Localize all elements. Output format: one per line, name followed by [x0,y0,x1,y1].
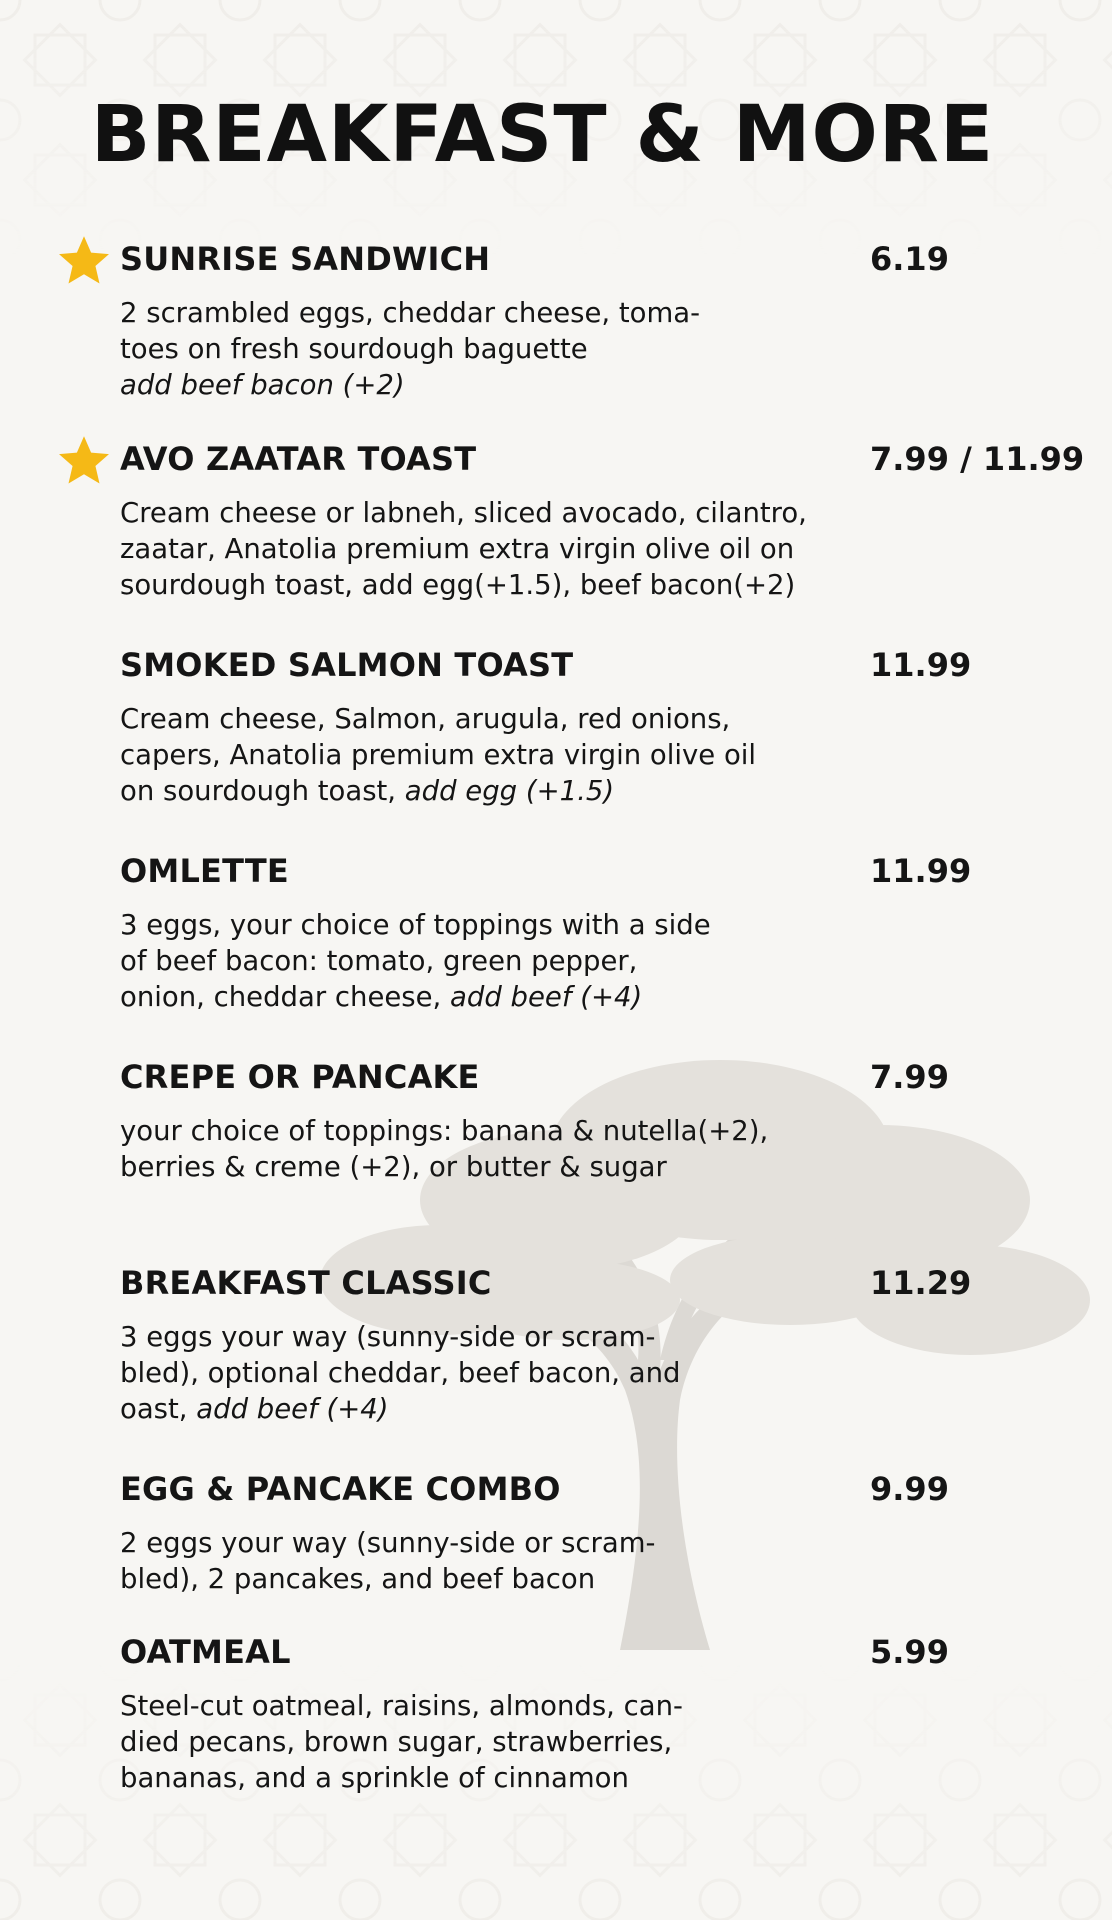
description-text: bananas, and a sprinkle of cinnamon [120,1762,629,1794]
description-text: Steel-cut oatmeal, raisins, almonds, can- [120,1690,683,1722]
description-line [120,331,880,367]
description-line [120,1760,880,1796]
description-line [120,367,880,403]
description-text: sourdough toast, add egg(+1.5), beef bacon(+2) [120,569,796,601]
item-name: CREPE OR PANCAKE [120,1058,480,1096]
item-name: OMLETTE [120,852,289,890]
description-text: 3 eggs your way (sunny-side or scram- [120,1321,656,1353]
description-line [120,701,880,737]
star-icon [56,432,112,488]
description-line [120,1561,880,1597]
description-line [120,1355,880,1391]
item-description [120,701,880,809]
description-line [120,737,880,773]
description-add-on: add beef (+4) [450,981,643,1013]
item-name: SMOKED SALMON TOAST [120,646,574,684]
description-line [120,1149,880,1185]
description-text: zaatar, Anatolia premium extra virgin olive oil on [120,533,795,565]
description-line [120,567,880,603]
item-price: 7.99 [870,1058,949,1096]
item-price: 6.19 [870,240,949,278]
item-name: BREAKFAST CLASSIC [120,1264,492,1302]
item-price: 11.99 [870,646,972,684]
description-text: berries & creme (+2), or butter & sugar [120,1151,667,1183]
description-line [120,1113,880,1149]
description-line [120,1319,880,1355]
star-icon [56,232,112,288]
description-line [120,495,880,531]
description-text: your choice of toppings: banana & nutella(+2), [120,1115,769,1147]
description-text: on sourdough toast, [120,775,405,807]
description-add-on: add beef (+4) [196,1393,389,1425]
item-description [120,1319,880,1427]
description-text: 3 eggs, your choice of toppings with a side [120,909,711,941]
description-line [120,773,880,809]
description-line [120,1724,880,1760]
description-line [120,1525,880,1561]
description-text: oast, [120,1393,197,1425]
description-add-on: add egg (+1.5) [404,775,615,807]
description-text: 2 eggs your way (sunny-side or scram- [120,1527,656,1559]
item-description [120,495,880,603]
description-text: died pecans, brown sugar, strawberries, [120,1726,673,1758]
item-name: EGG & PANCAKE COMBO [120,1470,561,1508]
description-line [120,531,880,567]
item-description [120,1688,880,1796]
item-description [120,1113,880,1185]
item-price: 5.99 [870,1633,949,1671]
description-line [120,1688,880,1724]
description-text: 2 scrambled eggs, cheddar cheese, toma- [120,297,701,329]
description-text: toes on fresh sourdough baguette [120,333,588,365]
description-text: bled), 2 pancakes, and beef bacon [120,1563,596,1595]
item-name: AVO ZAATAR TOAST [120,440,477,478]
description-text: Cream cheese, Salmon, arugula, red onions, [120,703,731,735]
description-text: of beef bacon: tomato, green pepper, [120,945,638,977]
item-price: 9.99 [870,1470,949,1508]
item-name: SUNRISE SANDWICH [120,240,491,278]
description-line [120,943,880,979]
description-line [120,1391,880,1427]
description-text: bled), optional cheddar, beef bacon, and [120,1357,681,1389]
description-line [120,907,880,943]
description-line [120,295,880,331]
item-description [120,907,880,1015]
item-price: 11.99 [870,852,972,890]
description-add-on: add beef bacon (+2) [120,369,405,401]
description-text: Cream cheese or labneh, sliced avocado, cilantro, [120,497,807,529]
description-text: onion, cheddar cheese, [120,981,451,1013]
item-price: 11.29 [870,1264,972,1302]
description-text: capers, Anatolia premium extra virgin olive oil [120,739,757,771]
item-name: OATMEAL [120,1633,291,1671]
item-description [120,1525,880,1597]
menu-title: BREAKFAST & MORE [90,90,995,180]
description-line [120,979,880,1015]
item-description [120,295,880,403]
item-price: 7.99 / 11.99 [870,440,1085,478]
